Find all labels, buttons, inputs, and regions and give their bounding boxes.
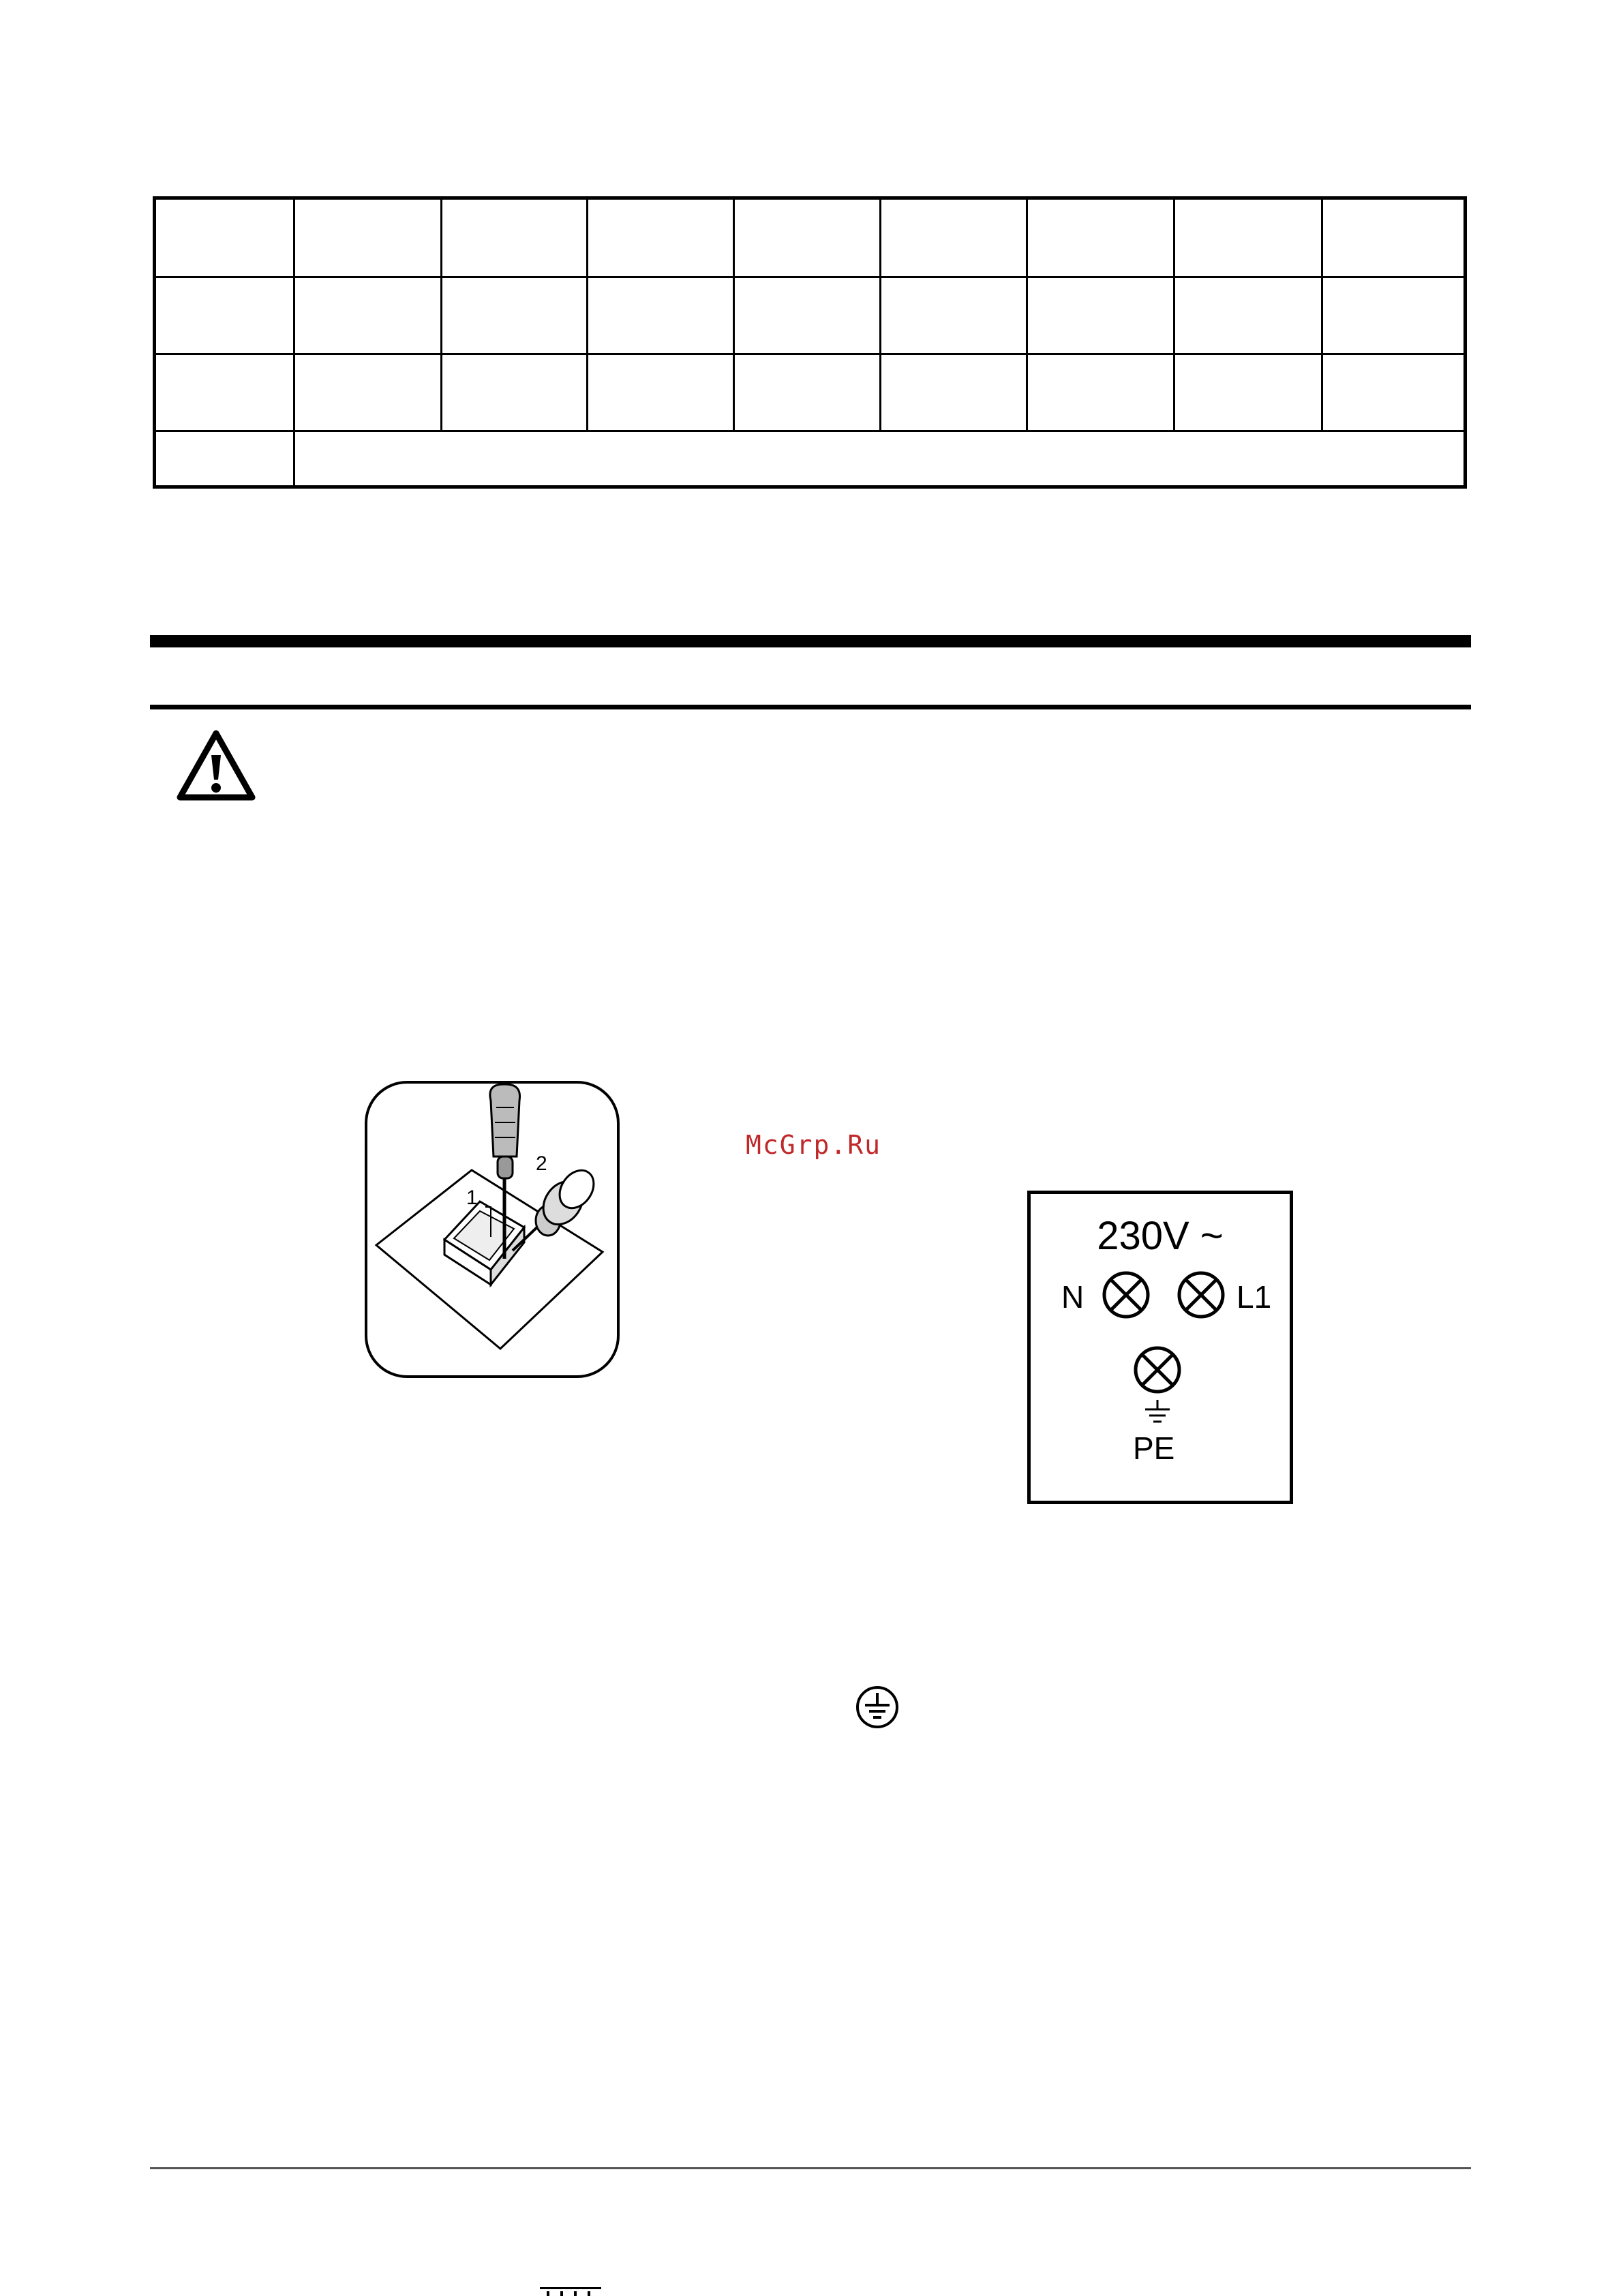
- table-row: [155, 198, 1466, 277]
- ground-symbol-icon: [1142, 1398, 1172, 1426]
- section-rule-thick: [150, 635, 1471, 647]
- protective-earth-icon: [855, 1685, 900, 1730]
- spec-table: [153, 196, 1467, 489]
- earth-terminal-icon: [1133, 1345, 1182, 1394]
- svg-text:1: 1: [466, 1187, 478, 1209]
- neutral-label: N: [1061, 1279, 1084, 1315]
- watermark: McGrp.Ru: [746, 1130, 882, 1160]
- footer-mark-icon: [540, 2286, 601, 2296]
- svg-text:2: 2: [536, 1152, 547, 1175]
- line-label: L1: [1237, 1279, 1272, 1315]
- neutral-terminal-icon: [1102, 1270, 1151, 1319]
- section-rule: [150, 705, 1471, 709]
- installation-illustration: [364, 1080, 620, 1379]
- table-row: [155, 431, 1466, 487]
- earth-label: PE: [1133, 1430, 1175, 1466]
- wiring-diagram: [1027, 1191, 1293, 1504]
- table-row: [155, 277, 1466, 354]
- table-row: [155, 354, 1466, 431]
- voltage-label: 230V ~: [1097, 1214, 1224, 1258]
- line-terminal-icon: [1177, 1270, 1226, 1319]
- footer-rule: [150, 2167, 1471, 2169]
- warning-triangle-icon: [176, 729, 256, 801]
